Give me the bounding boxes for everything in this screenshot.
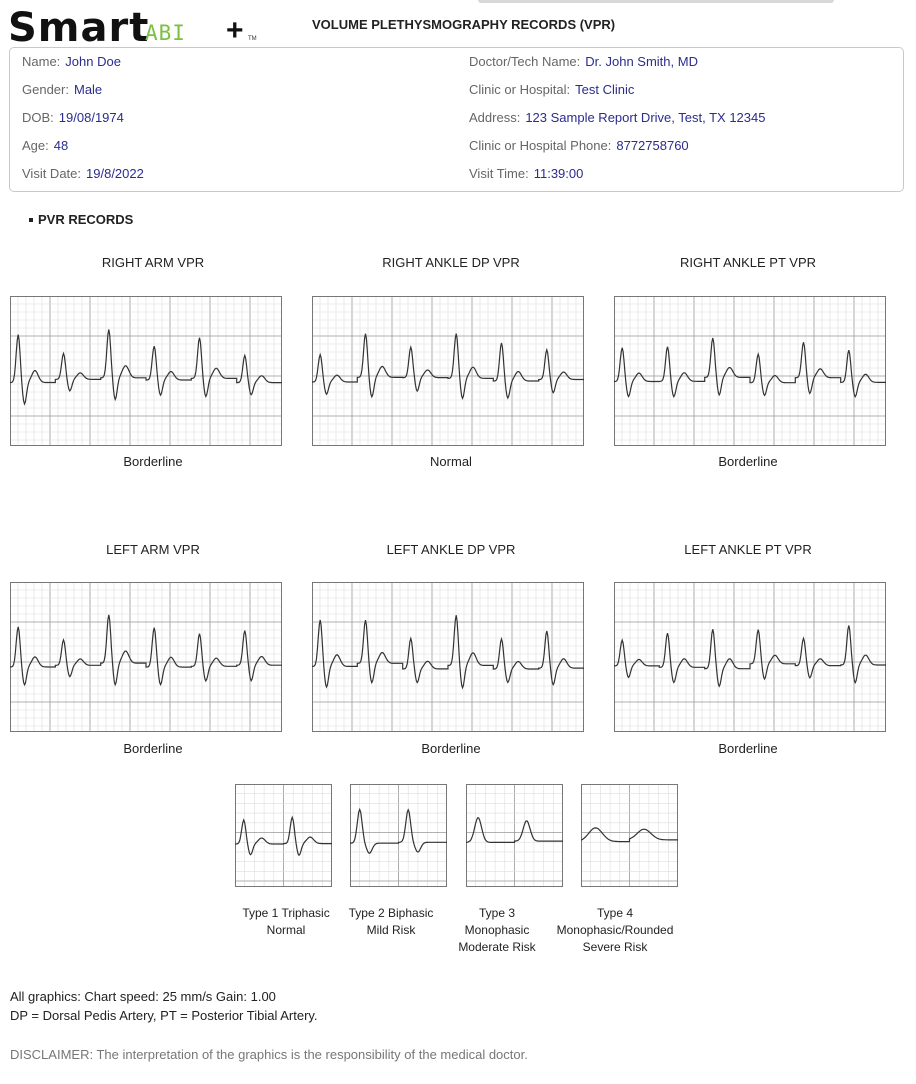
logo-abi-text: ABI: [145, 21, 186, 45]
visit-time-label: Visit Time:: [469, 166, 529, 181]
record-title-left-ankle-dp: LEFT ANKLE DP VPR: [386, 542, 516, 557]
section-title-text: PVR RECORDS: [38, 212, 134, 227]
artery-abbreviation-note: DP = Dorsal Pedis Artery, PT = Posterior Tibial Artery.: [10, 1008, 318, 1023]
type3-label-line3: Moderate Risk: [458, 940, 536, 954]
type3-label-line2: Monophasic: [464, 923, 530, 937]
phone-value: 8772758760: [616, 138, 689, 153]
bullet-icon: [29, 218, 33, 222]
waveform-left-ankle-dp: [312, 582, 584, 732]
waveform-right-arm: [10, 296, 282, 446]
waveform-svg: [10, 296, 282, 446]
visit-date-row: [22, 166, 144, 181]
waveform-right-ankle-dp: [312, 296, 584, 446]
waveform-svg: [614, 582, 886, 732]
reference-waveform-type4: [581, 784, 678, 887]
type3-label-line1: Type 3: [478, 906, 516, 920]
type4-label-line2: Monophasic/Rounded: [556, 923, 674, 937]
type4-label-line1: Type 4: [596, 906, 634, 920]
type1-label-line1: Type 1 Triphasic: [242, 906, 330, 920]
type1-label: [226, 905, 346, 939]
waveform-svg: [10, 582, 282, 732]
record-title-right-arm: RIGHT ARM VPR: [101, 255, 205, 270]
doctor-label: Doctor/Tech Name:: [469, 54, 581, 69]
record-result-right-ankle-pt: Borderline: [718, 454, 778, 469]
gender-label: Gender:: [22, 82, 69, 97]
record-title-left-ankle-pt: LEFT ANKLE PT VPR: [684, 542, 812, 557]
waveform-svg: [312, 582, 584, 732]
visit-time-value: 11:39:00: [533, 166, 584, 181]
record-result-left-arm: Borderline: [123, 741, 183, 756]
reference-waveform-type2: [350, 784, 447, 887]
dob-value: 19/08/1974: [58, 110, 124, 125]
waveform-svg: [614, 296, 886, 446]
chart-speed-note: All graphics: Chart speed: 25 mm/s Gain: 1.00: [10, 989, 276, 1004]
visit-date-label: Visit Date:: [22, 166, 82, 181]
doctor-row: [469, 54, 698, 69]
record-result-right-ankle-dp: Normal: [430, 454, 472, 469]
record-result-left-ankle-dp: Borderline: [421, 741, 481, 756]
age-label: Age:: [22, 138, 49, 153]
doctor-value: Dr. John Smith, MD: [585, 54, 698, 69]
type2-label: [331, 905, 451, 939]
patient-info-box: [9, 47, 904, 192]
top-scroll-bar: [478, 0, 834, 3]
clinic-value: Test Clinic: [575, 82, 635, 97]
clinic-row: [469, 82, 634, 97]
record-title-left-arm: LEFT ARM VPR: [106, 542, 200, 557]
record-result-right-arm: Borderline: [123, 454, 183, 469]
waveform-right-ankle-pt: [614, 296, 886, 446]
waveform-svg: [312, 296, 584, 446]
type2-label-line1: Type 2 Biphasic: [348, 906, 434, 920]
record-title-right-ankle-pt: RIGHT ANKLE PT VPR: [679, 255, 817, 270]
record-title-right-ankle-dp: RIGHT ANKLE DP VPR: [382, 255, 520, 270]
address-value: 123 Sample Report Drive, Test, TX 12345: [525, 110, 766, 125]
patient-age-row: [22, 138, 68, 153]
logo-trademark: TM: [248, 36, 257, 42]
reference-waveform-svg: [235, 784, 332, 887]
type1-label-line2: Normal: [266, 923, 306, 937]
gender-value: Male: [73, 82, 103, 97]
smartabi-logo: [8, 5, 257, 51]
address-row: [469, 110, 765, 125]
patient-name-row: [22, 54, 121, 69]
section-title: [29, 212, 133, 227]
phone-row: [469, 138, 689, 153]
type4-label-line3: Severe Risk: [582, 940, 648, 954]
waveform-left-ankle-pt: [614, 582, 886, 732]
reference-waveform-svg: [466, 784, 563, 887]
clinic-label: Clinic or Hospital:: [469, 82, 571, 97]
document-title: VOLUME PLETHYSMOGRAPHY RECORDS (VPR): [312, 17, 616, 32]
record-result-left-ankle-pt: Borderline: [718, 741, 778, 756]
phone-label: Clinic or Hospital Phone:: [469, 138, 612, 153]
name-value: John Doe: [65, 54, 121, 69]
dob-label: DOB:: [22, 110, 54, 125]
reference-waveform-type3: [466, 784, 563, 887]
type3-label: [437, 905, 557, 956]
patient-dob-row: [22, 110, 124, 125]
type2-label-line2: Mild Risk: [366, 923, 416, 937]
address-label: Address:: [469, 110, 521, 125]
waveform-left-arm: [10, 582, 282, 732]
logo-plus: +: [226, 14, 244, 47]
patient-gender-row: [22, 82, 102, 97]
age-value: 48: [53, 138, 69, 153]
visit-date-value: 19/8/2022: [86, 166, 144, 181]
name-label: Name:: [22, 54, 61, 69]
visit-time-row: [469, 166, 583, 181]
type4-label: [555, 905, 675, 956]
disclaimer-text: DISCLAIMER: The interpretation of the graphics is the responsibility of the medical doctor.: [10, 1047, 528, 1062]
reference-waveform-type1: [235, 784, 332, 887]
reference-waveform-svg: [350, 784, 447, 887]
logo-wordmark: Smart: [8, 5, 150, 51]
reference-waveform-svg: [581, 784, 678, 887]
